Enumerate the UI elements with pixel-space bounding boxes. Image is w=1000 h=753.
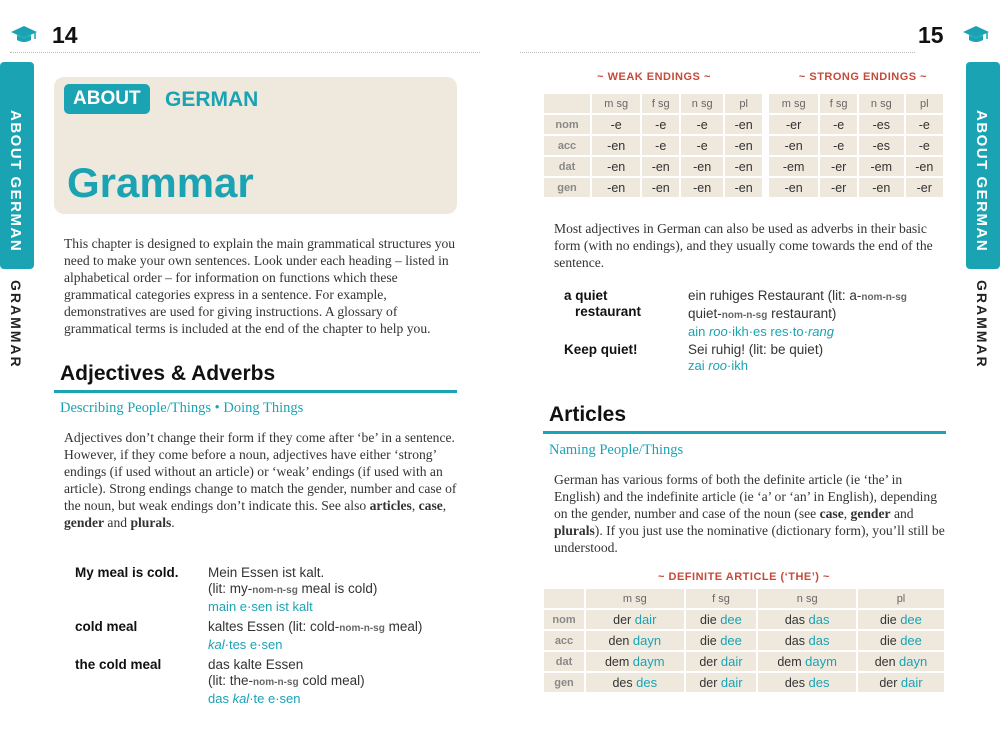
adjectives-paragraph: Adjectives don’t change their form if they come after ‘be’ in a sentence. However, if they come before a noun, adjectives have either ‘strong’ endings (if used without an article) or ‘weak’ endings (if used with an article). Strong endings change to match the gender, number and case of the noun, but weak endings don’t indicate this. See also articles, case, gender and plurals. xyxy=(64,430,457,530)
example-english: Keep quiet! xyxy=(564,342,638,357)
example-english: the cold meal xyxy=(75,657,162,672)
side-tab-label: ABOUT GERMAN xyxy=(7,110,24,253)
link-plurals: plurals xyxy=(130,515,172,530)
example-german: das kalte Essen (lit: the-nom-n-sg cold meal) das kal·te e·sen xyxy=(208,657,365,706)
link-gender: gender xyxy=(850,506,891,521)
heading-rule xyxy=(543,431,946,434)
table-row: dat -en -en -en -en xyxy=(544,157,762,176)
intro-paragraph: This chapter is designed to explain the main grammatical structures you need to make your own sentences. Look under each heading – listed in alphabetical order – for information on functions which these grammatical categories express in a sentence. For example, demonstratives are used for giving instructions. A glossary of grammatical terms is included at the end of the chapter to help you. xyxy=(64,236,456,336)
page-number-left: 14 xyxy=(52,22,78,48)
page-number-right: 15 xyxy=(918,22,944,48)
weak-endings-table: m sg f sg n sg pl nom -e -e -e -en acc -en -e -e -en dat -en -en -en -en gen -en -en -en -en xyxy=(542,92,764,199)
side-tab-sublabel: GRAMMAR xyxy=(974,280,990,369)
table-row: nom -e -e -e -en xyxy=(544,115,762,134)
example-german: Sei ruhig! (lit: be quiet) zai roo·ikh xyxy=(688,342,824,373)
section-label: GERMAN xyxy=(165,88,259,111)
articles-paragraph: German has various forms of both the definite article (ie ‘the’ in English) and the indefinite article (ie ‘a’ or ‘an’ in English), depending on the gender, number and case of the noun (see case, gender and plurals). If you just use the nominative (dictionary form), you’ll still be understood. xyxy=(554,472,945,555)
heading-rule xyxy=(54,390,457,393)
side-tab-sublabel: GRAMMAR xyxy=(8,280,24,369)
chapter-header-box xyxy=(54,77,457,214)
header-divider-right xyxy=(520,52,915,53)
definite-article-table: m sg f sg n sg pl nom der dair die dee das das die dee acc den dayn die dee das das die dee dat dem daym der dair dem daym den dayn gen des des der dair des des der dair xyxy=(542,587,946,694)
header-divider-left xyxy=(10,52,480,53)
side-tab-left[interactable] xyxy=(0,62,34,269)
example-german: kaltes Essen (lit: cold-nom-n-sg meal) kal·tes e·sen xyxy=(208,619,423,652)
section-heading-adjectives: Adjectives & Adverbs xyxy=(60,362,276,385)
side-tab-label: ABOUT GERMAN xyxy=(973,110,990,253)
pronunciation: kal·tes e·sen xyxy=(208,637,283,652)
table-row: -en -er -en -er xyxy=(769,178,943,197)
section-heading-articles: Articles xyxy=(549,403,627,426)
page-title: Grammar xyxy=(67,159,254,206)
example-german: ein ruhiges Restaurant (lit: a-nom-n-sg quiet-nom-n-sg restaurant) ain roo·ikh·es res·to·rang xyxy=(688,288,907,339)
graduation-cap-icon xyxy=(10,25,38,45)
strong-endings-table: m sg f sg n sg pl -er -e -es -e -en -e -es -e -em -er -em -en -en -er -en -er xyxy=(767,92,945,199)
example-english: cold meal xyxy=(75,619,138,634)
weak-endings-caption: ~ WEAK ENDINGS ~ xyxy=(597,71,711,83)
adverb-paragraph: Most adjectives in German can also be used as adverbs in their basic form (with no endings), and they usually come towards the end of the sentence. xyxy=(554,221,933,270)
link-case: case xyxy=(819,506,844,521)
pronunciation: main e·sen ist kalt xyxy=(208,599,313,614)
example-english: My meal is cold. xyxy=(75,565,179,580)
pronunciation: das kal·te e·sen xyxy=(208,691,301,706)
table-row: nom der dair die dee das das die dee xyxy=(544,610,944,629)
definite-article-caption: ~ DEFINITE ARTICLE (‘THE’) ~ xyxy=(658,571,830,583)
table-row: -er -e -es -e xyxy=(769,115,943,134)
table-row: acc den dayn die dee das das die dee xyxy=(544,631,944,650)
link-gender: gender xyxy=(64,515,105,530)
subheading-articles: Naming People/Things xyxy=(549,442,684,458)
link-case: case xyxy=(418,498,443,513)
side-tab-right[interactable] xyxy=(966,62,1000,269)
table-row: acc -en -e -e -en xyxy=(544,136,762,155)
strong-endings-caption: ~ STRONG ENDINGS ~ xyxy=(798,71,928,83)
table-row: gen des des der dair des des der dair xyxy=(544,673,944,692)
subheading-adjectives: Describing People/Things • Doing Things xyxy=(60,400,304,416)
pronunciation: ain roo·ikh·es res·to·rang xyxy=(688,324,834,339)
example-german: Mein Essen ist kalt. (lit: my-nom-n-sg meal is cold) main e·sen ist kalt xyxy=(208,565,378,614)
about-badge: ABOUT xyxy=(64,84,150,114)
pronunciation: zai roo·ikh xyxy=(688,358,748,373)
table-row: -em -er -em -en xyxy=(769,157,943,176)
table-row: dat dem daym der dair dem daym den dayn xyxy=(544,652,944,671)
table-row: -en -e -es -e xyxy=(769,136,943,155)
link-articles: articles xyxy=(369,498,412,513)
graduation-cap-icon xyxy=(962,25,990,45)
link-plurals: plurals xyxy=(554,523,595,538)
table-row: gen -en -en -en -en xyxy=(544,178,762,197)
example-english: a quiet restaurant xyxy=(564,288,642,319)
